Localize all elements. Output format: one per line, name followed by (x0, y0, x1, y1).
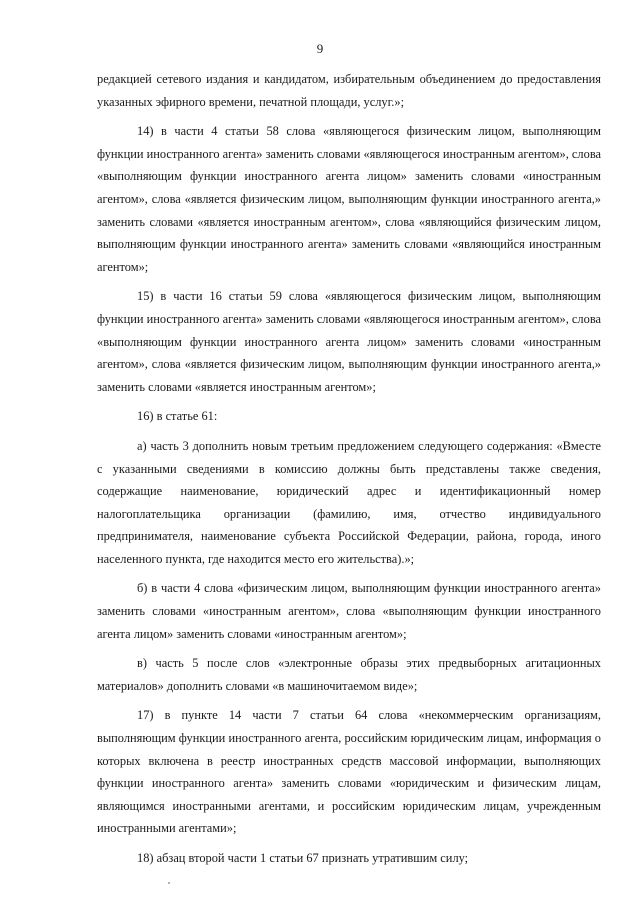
page-number: 9 (316, 41, 324, 56)
paragraph-item-15: 15) в части 16 статьи 59 слова «являющегося физическим лицом, выполняющим функции иностранного агента» заменить словами «являющегося иностранным агентом», слова «выполняющим функции иностранного агента лицом» заменить словами «иностранным агентом», слова «является физическим лицом, выполняющим функции иностранного агента,» заменить словами «является иностранным агентом»; (97, 289, 601, 394)
paragraph-item-16v: в) часть 5 после слов «электронные образы этих предвыборных агитационных материалов» дополнить словами «в машиночитаемом виде»; (97, 656, 601, 693)
document-body (97, 68, 601, 870)
paragraph-item-17: 17) в пункте 14 части 7 статьи 64 слова «некоммерческим организациям, выполняющим функции иностранного агента, российским юридическим лицам, информация о которых включена в реестр иностранных средств массовой информации, выполняющих функции иностранного агента» заменить словами «юридическим и физическим лицам, являющимся иностранными агентами, и российским юридическим лицам, учрежденным иностранными агентами»; (97, 708, 601, 836)
paragraph-item-18: 18) абзац второй части 1 статьи 67 признать утратившим силу; (137, 851, 469, 865)
paragraph-item-16: 16) в статье 61: (137, 409, 218, 424)
scan-speck (168, 882, 170, 884)
paragraph-item-16a: а) часть 3 дополнить новым третьим предложением следующего содержания: «Вместе с указанными сведениями в комиссию должны быть представлены также сведения, содержащие наименование, юридический адрес и идентификационный номер налогоплательщика организации (фамилию, имя, отчество индивидуального предпринимателя, наименование субъекта Российской Федерации, района, города, иного населенного пункта, где находится место его жительства).»; (97, 438, 601, 566)
paragraph-continuation: редакцией сетевого издания и кандидатом, избирательным объединением до предоставления указанных эфирного времени, печатной площади, услуг.»; (97, 72, 601, 109)
paragraph-item-16b: б) в части 4 слова «физическим лицом, выполняющим функции иностранного агента» заменить словами «иностранным агентом», слова «выполняющим функции иностранного агента лицом» заменить словами «иностранным агентом»; (97, 581, 601, 641)
paragraph-item-14: 14) в части 4 статьи 58 слова «являющегося физическим лицом, выполняющим функции иностранного агента» заменить словами «являющегося иностранным агентом», слова «выполняющим функции иностранного агента лицом» заменить словами «иностранным агентом», слова «является физическим лицом, выполняющим функции иностранного агента,» заменить словами «является иностранным агентом», слова «являющийся физическим лицом, выполняющим функции иностранного агента» заменить словами «являющийся иностранным агентом»; (97, 124, 601, 274)
